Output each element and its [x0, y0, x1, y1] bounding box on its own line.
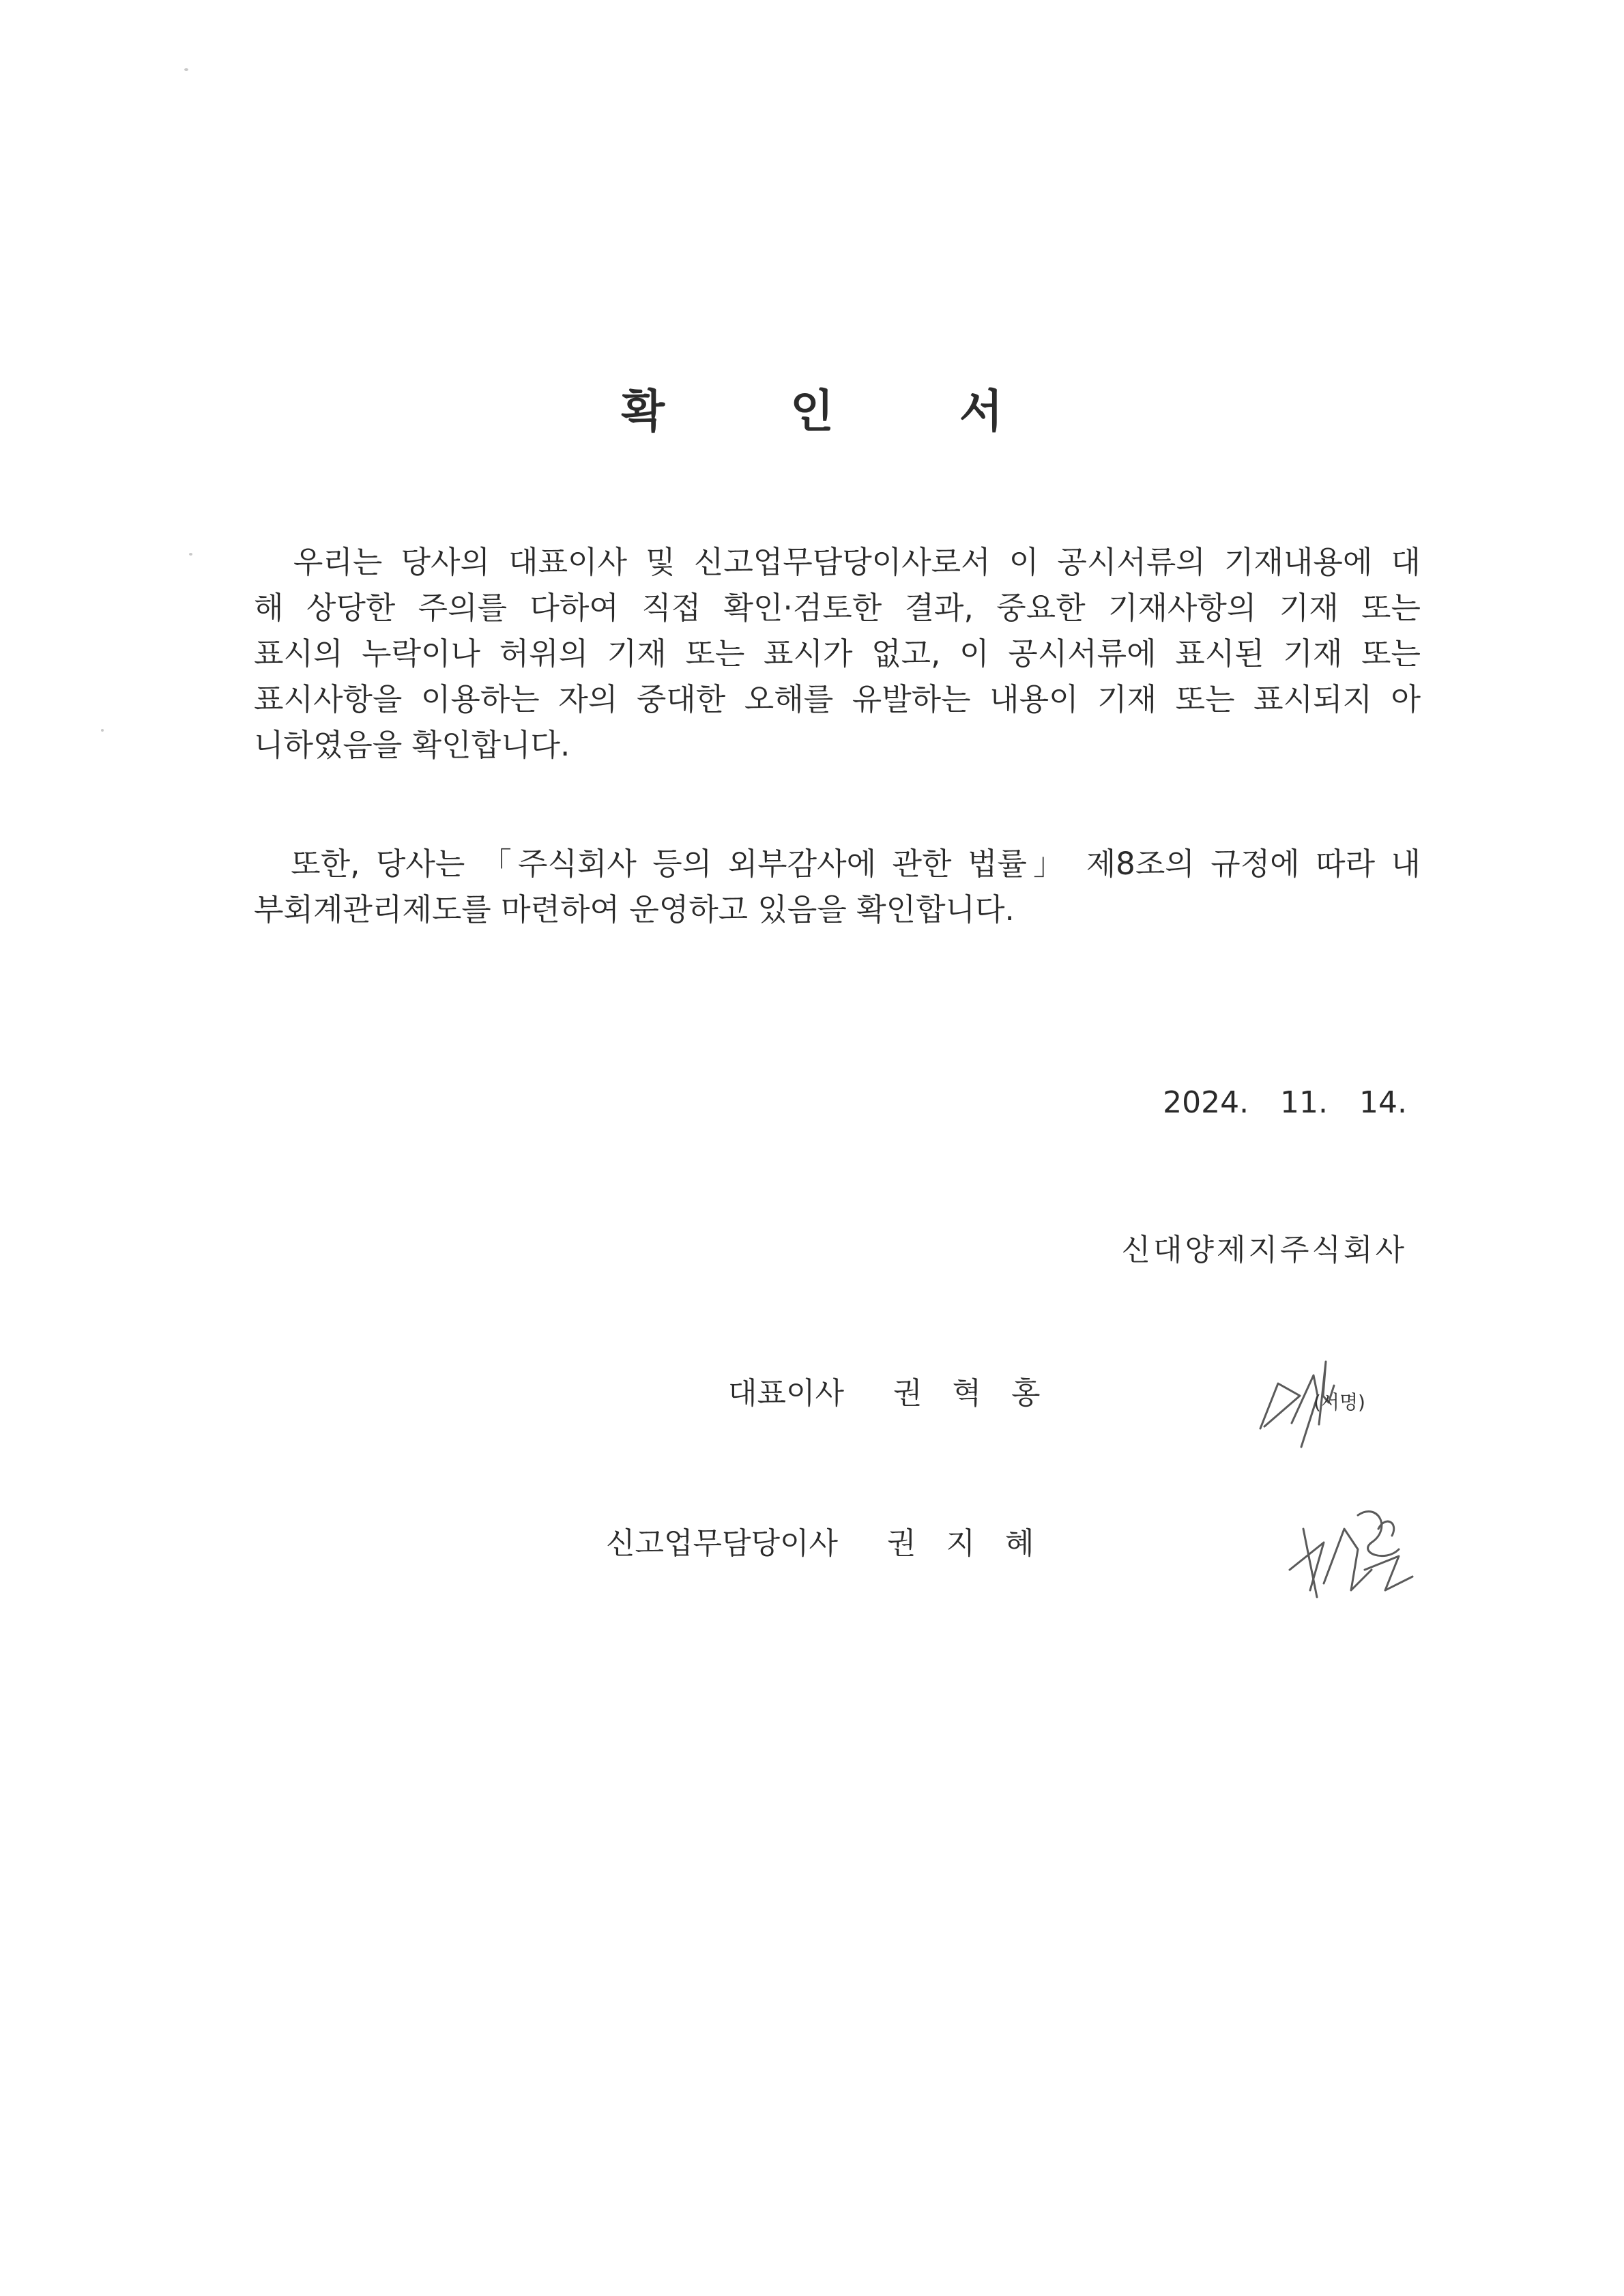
signer-ceo: [728, 1368, 1071, 1412]
paragraph-line: 표시사항을 이용하는 자의 중대한 오해를 유발하는 내용이 기재 또는 표시되지 아: [254, 681, 1421, 717]
title-char: 서: [959, 385, 1003, 438]
confirmation-paragraph: [254, 539, 1421, 768]
signer-reporting-director: [606, 1519, 1064, 1562]
document-title: [0, 375, 1624, 440]
internal-control-paragraph: [254, 841, 1421, 932]
signer-role: 신고업무담당이사: [606, 1526, 839, 1561]
paragraph-line: 해 상당한 주의를 다하여 직접 확인·검토한 결과, 중요한 기재사항의 기재 또는: [254, 590, 1421, 626]
signature-director-icon: [1283, 1488, 1426, 1607]
signer-name: 권혁홍: [893, 1376, 1071, 1411]
title-char: 확: [621, 385, 665, 438]
signer-role: 대표이사: [728, 1376, 845, 1411]
paragraph-line: 니하였음을 확인합니다.: [254, 727, 570, 763]
scan-speck: [184, 68, 188, 71]
paragraph-line: 표시의 누락이나 허위의 기재 또는 표시가 없고, 이 공시서류에 표시된 기재 또는: [254, 635, 1421, 672]
scan-speck: [101, 729, 104, 732]
scan-speck: [189, 553, 192, 556]
paragraph-line: 또한, 당사는 「주식회사 등의 외부감사에 관한 법률」 제8조의 규정에 따라 내: [254, 846, 1421, 882]
signer-name: 권지혜: [887, 1526, 1064, 1561]
signature-label: (서명): [1314, 1391, 1365, 1414]
document-date: 2024. 11. 14.: [1163, 1085, 1407, 1120]
company-name: 신대양제지주식회사: [1121, 1233, 1407, 1267]
title-char: 인: [790, 385, 834, 438]
paragraph-line: 부회계관리제도를 마련하여 운영하고 있음을 확인합니다.: [254, 891, 1015, 928]
paragraph-line: 우리는 당사의 대표이사 및 신고업무담당이사로서 이 공시서류의 기재내용에 대: [254, 544, 1421, 580]
